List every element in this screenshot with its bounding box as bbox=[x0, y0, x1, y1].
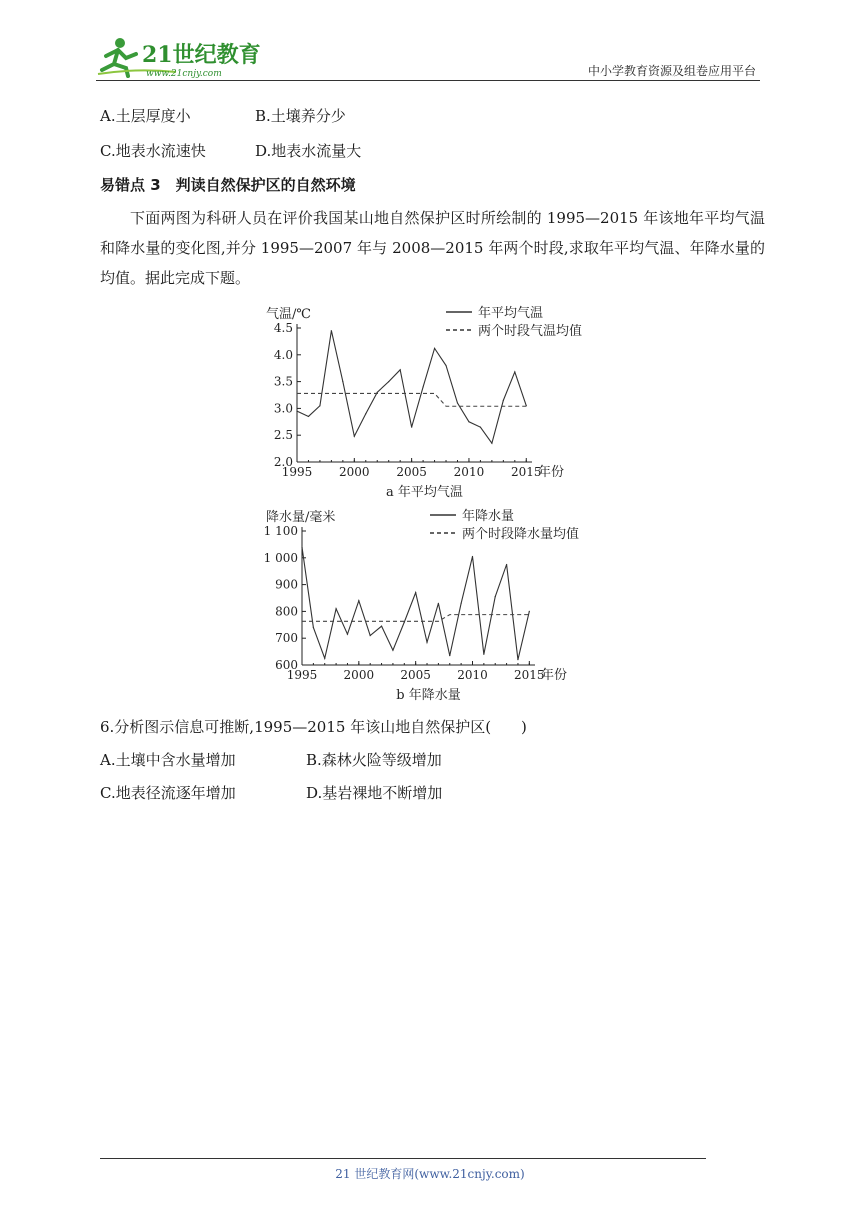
data-point bbox=[434, 348, 435, 349]
data-point bbox=[370, 635, 371, 636]
q6-option-d: D.基岩裸地不断增加 bbox=[306, 784, 443, 802]
data-point bbox=[472, 556, 473, 557]
y-tick-label: 3.0 bbox=[273, 401, 293, 416]
series-line bbox=[297, 331, 526, 444]
x-axis-label: 年份 bbox=[538, 465, 565, 480]
y-tick-label: 2.5 bbox=[273, 428, 293, 443]
data-point bbox=[503, 400, 504, 401]
data-point bbox=[319, 405, 320, 406]
series-line bbox=[302, 547, 529, 660]
data-point bbox=[301, 546, 302, 547]
data-point bbox=[347, 634, 348, 635]
q5-option-d: D.地表水流量大 bbox=[255, 142, 362, 160]
legend-label: 两个时段气温均值 bbox=[478, 324, 583, 339]
data-point bbox=[529, 611, 530, 612]
data-point bbox=[422, 386, 423, 387]
data-point bbox=[457, 402, 458, 403]
data-point bbox=[480, 427, 481, 428]
mean-line bbox=[302, 615, 529, 622]
x-tick-label: 2015 bbox=[514, 668, 545, 682]
data-point bbox=[468, 421, 469, 422]
data-point bbox=[411, 427, 412, 428]
data-point bbox=[400, 369, 401, 370]
data-point bbox=[438, 603, 439, 604]
q6-option-a: A.土壤中含水量增加 bbox=[100, 751, 236, 769]
data-point bbox=[449, 655, 450, 656]
y-tick-label: 700 bbox=[275, 631, 298, 646]
data-point bbox=[388, 381, 389, 382]
data-point bbox=[392, 650, 393, 651]
data-point bbox=[313, 627, 314, 628]
y-tick-label: 3.5 bbox=[273, 374, 293, 389]
x-tick-label: 2010 bbox=[453, 465, 485, 479]
data-point bbox=[483, 654, 484, 655]
data-point bbox=[514, 371, 515, 372]
precipitation-chart bbox=[260, 505, 620, 705]
section-title: 易错点 3 判读自然保护区的自然环境 bbox=[100, 176, 356, 194]
data-point bbox=[517, 659, 518, 660]
y-axis-label: 气温/℃ bbox=[266, 307, 311, 322]
footer-text: 21 世纪教育网(www.21cnjy.com) bbox=[335, 1167, 525, 1181]
data-point bbox=[506, 564, 507, 565]
y-tick-label: 4.0 bbox=[273, 347, 293, 362]
page-header bbox=[96, 34, 760, 82]
temperature-chart bbox=[260, 300, 620, 505]
data-point bbox=[445, 365, 446, 366]
data-point bbox=[381, 626, 382, 627]
x-tick-label: 2015 bbox=[510, 465, 542, 479]
legend-label: 两个时段降水量均值 bbox=[462, 527, 580, 542]
x-tick-label: 2005 bbox=[400, 668, 431, 682]
x-tick-label: 2005 bbox=[396, 465, 427, 479]
data-point bbox=[495, 596, 496, 597]
x-tick-label: 1995 bbox=[281, 465, 313, 479]
x-tick-label: 2000 bbox=[343, 668, 375, 682]
platform-name: 中小学教育资源及组卷应用平台 bbox=[587, 64, 756, 78]
data-point bbox=[296, 410, 297, 411]
x-axis-label: 年份 bbox=[541, 668, 568, 683]
data-point bbox=[354, 436, 355, 437]
chart-caption: a 年平均气温 bbox=[386, 485, 463, 500]
logo-text: 21世纪教育 bbox=[142, 42, 261, 68]
y-axis-label: 降水量/毫米 bbox=[266, 510, 336, 525]
footer-divider bbox=[100, 1158, 706, 1159]
data-point bbox=[461, 603, 462, 604]
data-point bbox=[308, 416, 309, 417]
x-tick-label: 2000 bbox=[339, 465, 370, 479]
y-tick-label: 900 bbox=[275, 577, 298, 592]
intro-paragraph: 下面两图为科研人员在评价我国某山地自然保护区时所绘制的 1995—2015 年该地年平均气温和降水量的变化图,并分 1995—2007 年与 2008—2015 年两个时段,求取年平均气温、年降水量的均值。据此完成下题。 bbox=[100, 209, 765, 287]
logo-url: www.21cnjy.com bbox=[146, 69, 222, 79]
y-tick-label: 800 bbox=[275, 604, 298, 619]
q5-option-a: A.土层厚度小 bbox=[100, 107, 191, 125]
q5-option-c: C.地表水流速快 bbox=[100, 142, 206, 160]
data-point bbox=[335, 608, 336, 609]
legend-label: 年平均气温 bbox=[478, 306, 544, 321]
x-tick-label: 1995 bbox=[286, 668, 318, 682]
q6-stem: 6.分析图示信息可推断,1995—2015 年该山地自然保护区( ) bbox=[100, 718, 527, 736]
q5-option-b: B.土壤养分少 bbox=[255, 107, 346, 125]
data-point bbox=[358, 600, 359, 601]
site-logo bbox=[96, 34, 266, 80]
data-point bbox=[324, 658, 325, 659]
data-point bbox=[342, 381, 343, 382]
y-tick-label: 4.5 bbox=[273, 321, 293, 335]
header-divider bbox=[96, 80, 760, 81]
y-tick-label: 2.0 bbox=[273, 455, 293, 469]
data-point bbox=[377, 392, 378, 393]
data-point bbox=[365, 413, 366, 414]
x-tick-label: 2010 bbox=[457, 668, 488, 682]
data-point bbox=[331, 330, 332, 331]
q6-option-c: C.地表径流逐年增加 bbox=[100, 784, 236, 802]
y-tick-label: 1 100 bbox=[263, 524, 298, 538]
y-tick-label: 1 000 bbox=[263, 550, 298, 565]
data-point bbox=[415, 592, 416, 593]
chart-caption: b 年降水量 bbox=[396, 688, 461, 703]
q6-option-b: B.森林火险等级增加 bbox=[306, 751, 442, 769]
y-tick-label: 600 bbox=[275, 658, 298, 672]
data-point bbox=[491, 443, 492, 444]
data-point bbox=[426, 642, 427, 643]
legend-label: 年降水量 bbox=[462, 509, 515, 524]
mean-line bbox=[297, 393, 526, 406]
